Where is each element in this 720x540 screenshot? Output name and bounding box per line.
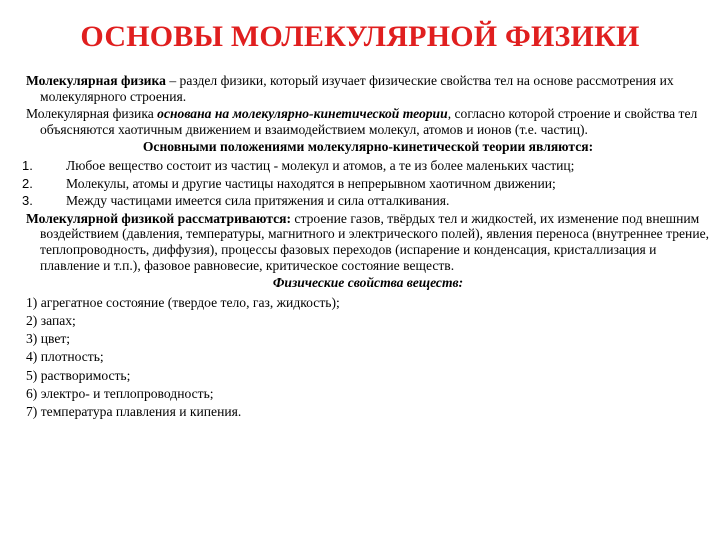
postulates-list	[22, 157, 710, 209]
scope-text: строение газов, твёрдых тел и жидкостей, их изменение под внешним воздействием (давления, температуры, магнитного и электрического полей), явления переноса (внутреннее трение, теплопроводность, диффузия), процессы фазовых переходов (испарение и конденсация, кристаллизация и плавление и т.п.), фазовое равновесие, критическое состояние веществ.	[40, 210, 710, 273]
basis-paragraph	[26, 106, 710, 137]
list-text: Молекулы, атомы и другие частицы находятся в непрерывном хаотичном движении;	[66, 175, 556, 191]
list-text: Между частицами имеется сила притяжения и сила отталкивания.	[66, 193, 450, 209]
slide-content	[22, 73, 710, 421]
property-item: 4) плотность;	[26, 349, 104, 365]
list-number: 2.	[22, 175, 33, 191]
postulates-heading: Основными положениями молекулярно-кинетической теории являются:	[142, 139, 594, 155]
list-item	[22, 157, 710, 174]
basis-lead: Молекулярная физика	[26, 106, 158, 122]
property-item: 2) запах;	[26, 312, 76, 328]
list-number: 1.	[22, 157, 33, 173]
list-item	[22, 193, 710, 209]
definition-paragraph	[26, 73, 710, 104]
list-number: 3.	[22, 193, 33, 209]
property-item: 3) цвет;	[26, 331, 71, 347]
basis-emphasis: основана на молекулярно-кинетической теории	[157, 106, 448, 122]
properties-heading: Физические свойства веществ:	[272, 275, 464, 291]
property-item: 1) агрегатное состояние (твердое тело, газ, жидкость);	[26, 294, 340, 310]
list-item	[22, 175, 710, 192]
basis-text: , согласно которой строение и свойства тел объясняются хаотичным движением и взаимодействием молекул, атомов и ионов (т.е. частиц).	[40, 106, 698, 137]
scope-lead: Молекулярной физикой рассматриваются:	[26, 210, 292, 226]
property-item: 5) растворимость;	[26, 367, 131, 383]
definition-text: – раздел физики, который изучает физические свойства тел на основе рассмотрения их молекулярного строения.	[40, 73, 674, 104]
slide-title: ОСНОВЫ МОЛЕКУЛЯРНОЙ ФИЗИКИ	[80, 20, 640, 53]
scope-paragraph	[26, 211, 710, 273]
property-item: 6) электро- и теплопроводность;	[26, 385, 214, 401]
definition-term: Молекулярная физика	[26, 73, 166, 88]
property-item: 7) температура плавления и кипения.	[26, 403, 242, 419]
list-text: Любое вещество состоит из частиц - молекул и атомов, а те из более маленьких частиц;	[66, 157, 575, 173]
